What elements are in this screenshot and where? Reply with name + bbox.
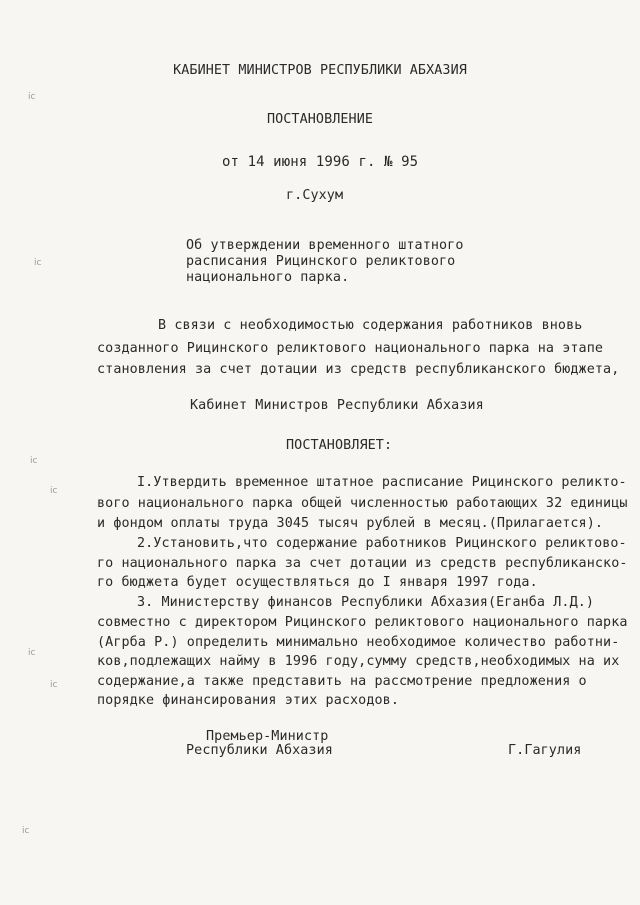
city: г.Сухум (286, 188, 344, 203)
margin-mark: ic (22, 826, 30, 836)
subject-line-2: расписания Рицинского реликтового (186, 254, 456, 269)
item-3-line-3: (Агрба Р.) определить минимально необходимое количество работни- (97, 635, 620, 650)
item-1-line-1: I.Утвердить временное штатное расписание Рицинского реликто- (137, 475, 627, 490)
preamble-line-1: В связи с необходимостью содержания работников вновь (158, 318, 583, 333)
item-3-line-1: 3. Министерству финансов Республики Абхазия(Еганба Л.Д.) (137, 595, 595, 610)
margin-mark: ic (30, 456, 38, 466)
signature-title-line-2: Республики Абхазия (186, 743, 333, 758)
cabinet-heading: КАБИНЕТ МИНИСТРОВ РЕСПУБЛИКИ АБХАЗИЯ (173, 63, 467, 78)
margin-mark: ic (34, 258, 42, 268)
signature-name: Г.Гагулия (508, 743, 582, 758)
margin-mark: ic (50, 486, 58, 496)
date-number: от 14 июня 1996 г. № 95 (222, 154, 419, 170)
item-3-line-4: ков,подлежащих найму в 1996 году,сумму средств,необходимых на их (97, 654, 620, 669)
resolves-heading: ПОСТАНОВЛЯЕТ: (286, 438, 393, 453)
subject-line-1: Об утверждении временного штатного (186, 238, 464, 253)
preamble-line-2: созданного Рицинского реликтового национального парка на этапе (97, 341, 604, 356)
item-3-line-6: порядке финансирования этих расходов. (97, 693, 399, 708)
item-1-line-3: и фондом оплаты труда 3045 тысяч рублей в месяц.(Прилагается). (97, 516, 604, 531)
item-2-line-3: го бюджета будет осуществляться до I января 1997 года. (97, 575, 538, 590)
item-2-line-1: 2.Установить,что содержание работников Рицинского реликтово- (137, 536, 627, 551)
margin-mark: ic (50, 680, 58, 690)
margin-mark: ic (28, 648, 36, 658)
item-1-line-2: вого национального парка общей численностью работающих 32 единицы (97, 496, 628, 511)
document-type: ПОСТАНОВЛЕНИЕ (266, 112, 374, 127)
preamble-line-3: становления за счет дотации из средств республиканского бюджета, (97, 362, 620, 377)
subject-line-3: национального парка. (186, 270, 350, 285)
signature-title-line-1: Премьер-Министр (206, 729, 329, 744)
item-3-line-5: содержание,а также представить на рассмотрение предложения о (97, 674, 587, 689)
margin-mark: ic (28, 92, 36, 102)
issuer: Кабинет Министров Республики Абхазия (190, 398, 484, 413)
item-3-line-2: совместно с директором Рицинского реликтового национального парка (97, 615, 628, 630)
item-2-line-2: го национального парка за счет дотации из средств республиканско- (97, 556, 628, 571)
